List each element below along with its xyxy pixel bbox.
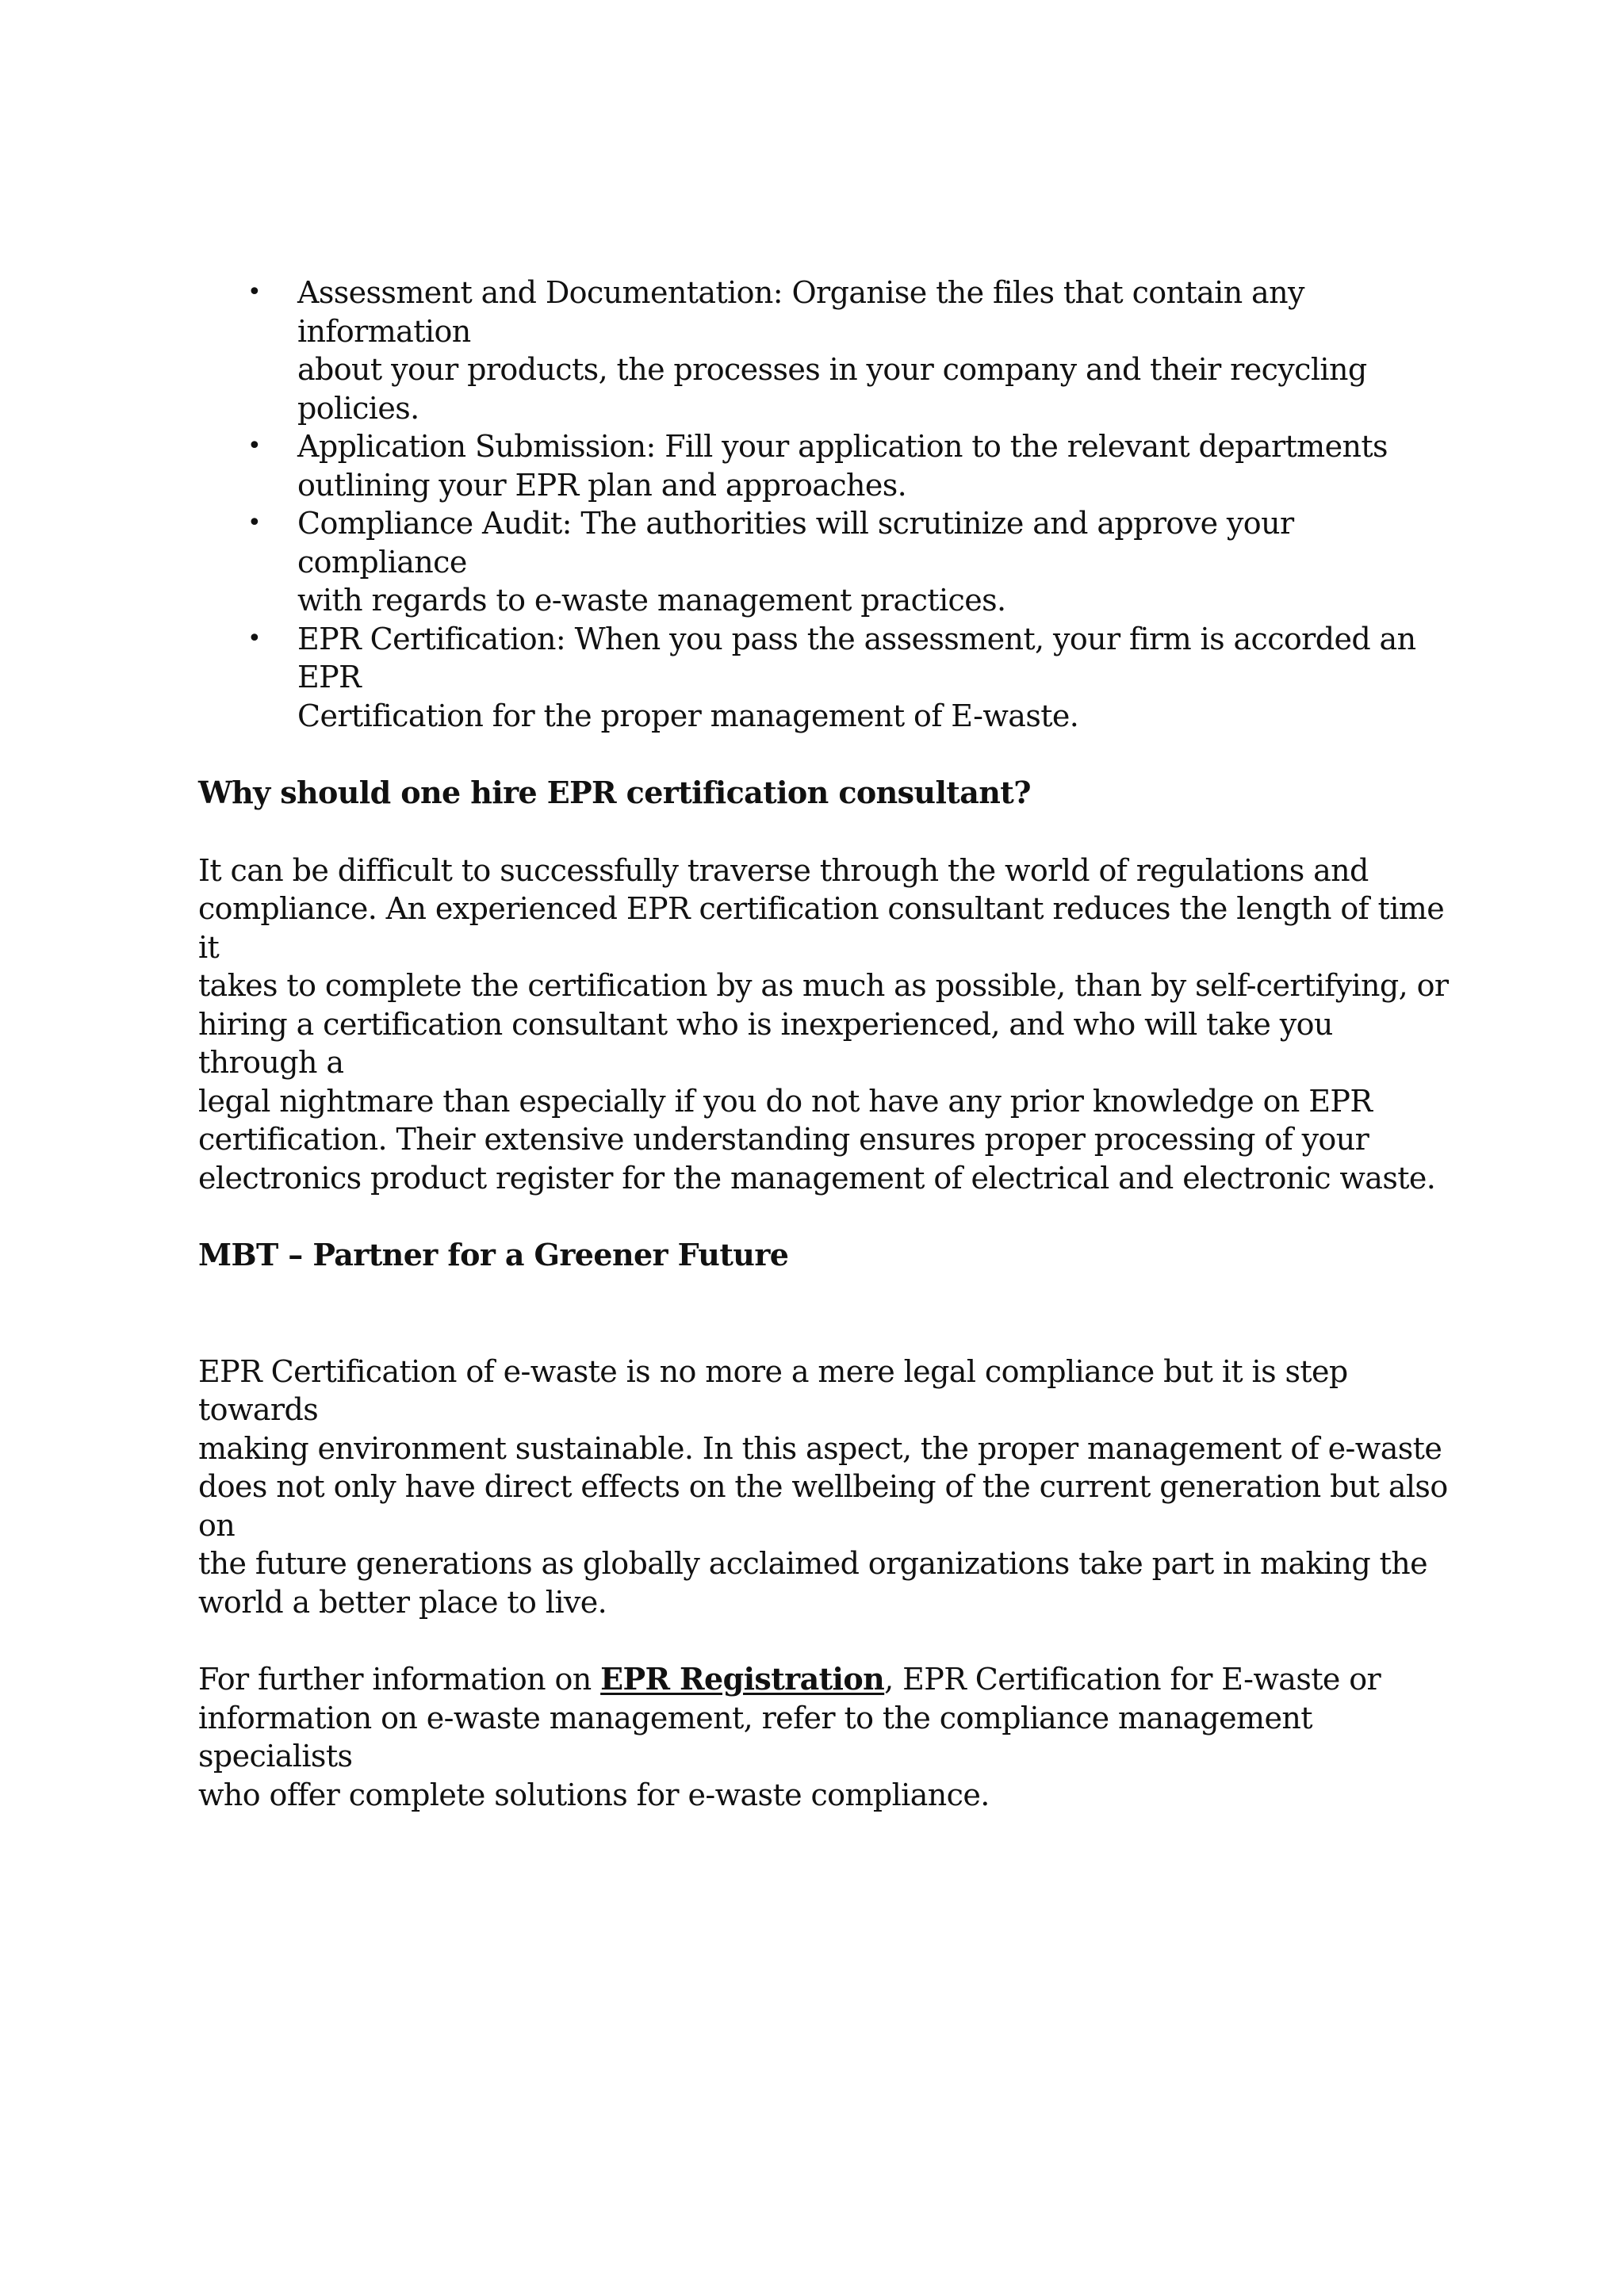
paragraph-line: EPR Certification of e-waste is no more a mere legal compliance but it is step towards xyxy=(198,1353,1348,1427)
closing-prefix: For further information on xyxy=(198,1662,601,1697)
epr-registration-link[interactable]: EPR Registration xyxy=(600,1661,885,1697)
list-item-text: Compliance Audit: The authorities will scrutinize and approve your compliance xyxy=(297,506,1294,580)
paragraph-line: legal nightmare than especially if you do not have any prior knowledge on EPR xyxy=(198,1083,1373,1119)
bullet-icon: • xyxy=(247,278,262,306)
paragraph-line: making environment sustainable. In this aspect, the proper management of e-waste xyxy=(198,1430,1442,1466)
spacer xyxy=(198,735,1451,774)
paragraph-line: who offer complete solutions for e-waste compliance. xyxy=(198,1777,990,1812)
paragraph-line: It can be difficult to successfully traverse through the world of regulations and xyxy=(198,852,1369,888)
list-item-text: about your products, the processes in your company and their recycling policies. xyxy=(297,352,1367,426)
list-item-text: outlining your EPR plan and approaches. xyxy=(297,467,907,503)
list-item-text: Assessment and Documentation: Organise the files that contain any information xyxy=(297,275,1304,349)
list-item xyxy=(198,504,1451,620)
list-item xyxy=(198,620,1451,736)
spacer xyxy=(198,1275,1451,1353)
list-item-text: EPR Certification: When you pass the assessment, your firm is accorded an EPR xyxy=(297,621,1416,695)
spacer xyxy=(198,1197,1451,1236)
closing-suffix: , EPR Certification for E-waste or xyxy=(884,1662,1381,1697)
paragraph-line: information on e-waste management, refer to the compliance management specialists xyxy=(198,1700,1312,1774)
list-item-text: with regards to e-waste management practices. xyxy=(297,583,1006,618)
paragraph-line: world a better place to live. xyxy=(198,1584,607,1620)
paragraph-line: does not only have direct effects on the wellbeing of the current generation but also on xyxy=(198,1469,1448,1543)
section-heading-mbt: MBT – Partner for a Greener Future xyxy=(198,1237,789,1272)
paragraph-closing xyxy=(198,1660,1451,1814)
list-item-text: Certification for the proper management of E-waste. xyxy=(297,698,1079,733)
list-item-text: Application Submission: Fill your application to the relevant departments xyxy=(297,429,1388,464)
paragraph-line: electronics product register for the management of electrical and electronic waste. xyxy=(198,1160,1436,1196)
spacer xyxy=(198,813,1451,851)
paragraph-line: certification. Their extensive understanding ensures proper processing of your xyxy=(198,1122,1369,1157)
bullet-icon: • xyxy=(247,509,262,537)
paragraph-mbt xyxy=(198,1353,1451,1622)
paragraph-line: compliance. An experienced EPR certification consultant reduces the length of time it xyxy=(198,891,1445,965)
paragraph-line: takes to complete the certification by as much as possible, than by self-certifying, or xyxy=(198,968,1449,1003)
bullet-icon: • xyxy=(247,432,262,460)
paragraph-line: the future generations as globally acclaimed organizations take part in making the xyxy=(198,1546,1427,1581)
paragraph-why xyxy=(198,851,1451,1198)
spacer xyxy=(198,1621,1451,1660)
list-item xyxy=(198,274,1451,427)
certification-steps-list xyxy=(198,274,1451,735)
document-body xyxy=(198,274,1451,1814)
section-heading-why: Why should one hire EPR certification consultant? xyxy=(198,775,1031,810)
list-item xyxy=(198,427,1451,504)
paragraph-line: hiring a certification consultant who is inexperienced, and who will take you through a xyxy=(198,1006,1333,1080)
bullet-icon: • xyxy=(247,624,262,652)
